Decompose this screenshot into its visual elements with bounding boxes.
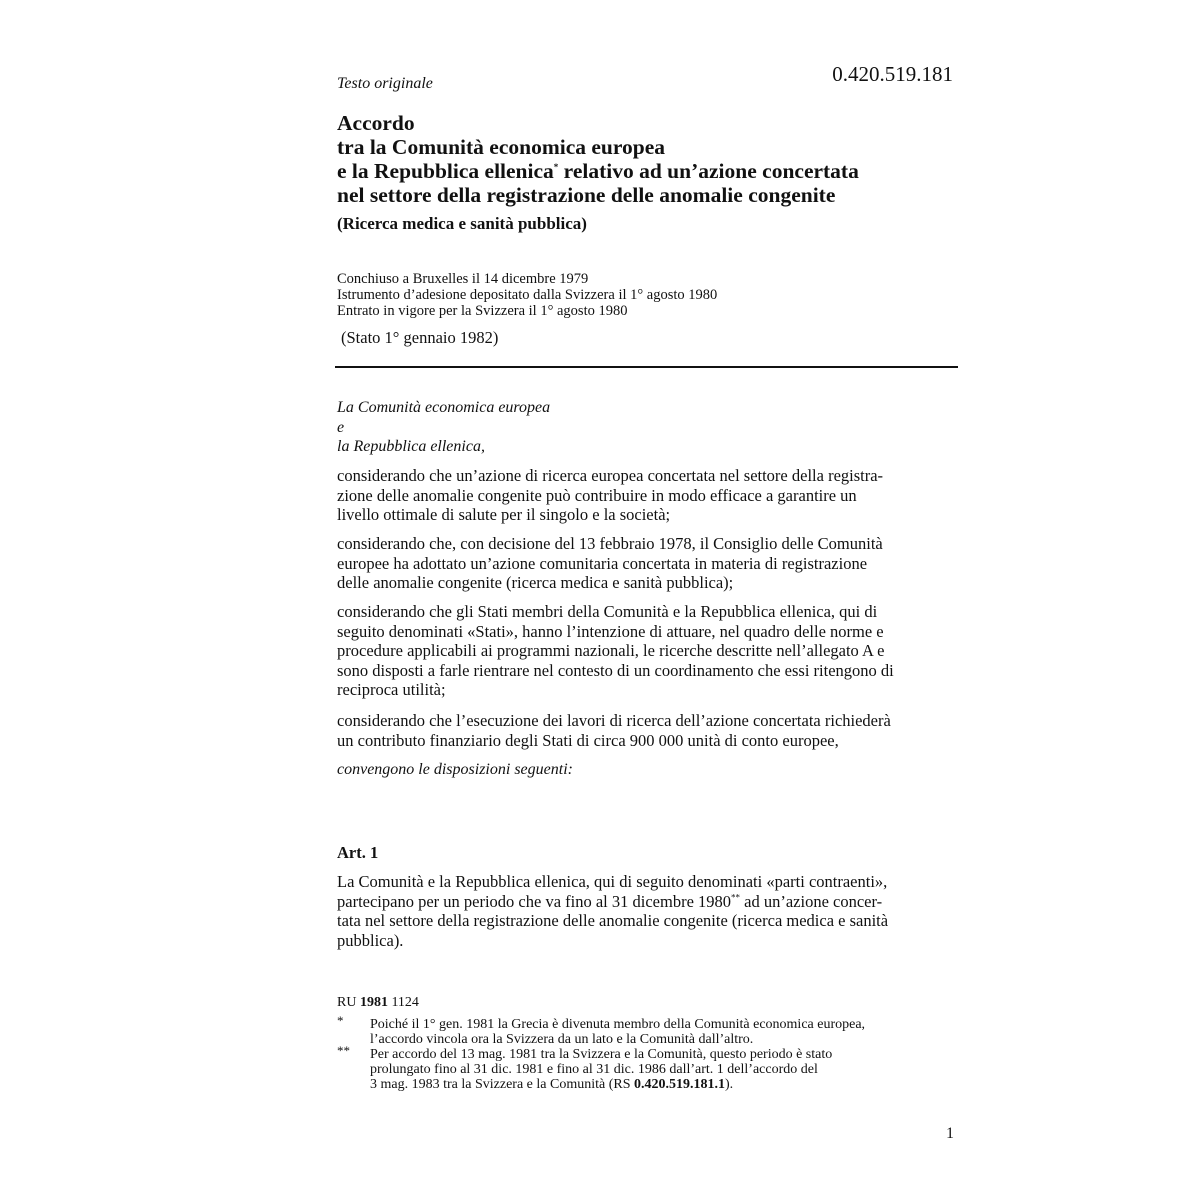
document-subtitle: (Ricerca medica e sanità pubblica) (337, 214, 587, 233)
article-1-line-2-start: partecipano per un periodo che va fino al 31 dicembre 1980 (337, 891, 732, 911)
treaty-meta (337, 271, 717, 319)
considerando-4 (337, 711, 956, 750)
title-line-3-end: relativo ad un’azione concertata (558, 159, 859, 183)
title-line-3 (337, 159, 977, 183)
document-title (337, 111, 977, 207)
concluded-line: Conchiuso a Bruxelles il 14 dicembre 1979 (337, 271, 589, 287)
considerando-2 (337, 534, 956, 593)
preamble-closing: convengono le disposizioni seguenti: (337, 761, 573, 778)
footnote-2 (370, 1047, 832, 1092)
considerando-2-line: europee ha adottato un’azione comunitaria concertata in materia di registrazione (337, 553, 868, 573)
sr-number: 0.420.519.181 (832, 62, 953, 86)
parties (337, 398, 550, 457)
title-line-2: tra la Comunità economica europea (337, 135, 666, 159)
party-2: la Repubblica ellenica, (337, 438, 485, 455)
ru-prefix: RU (337, 995, 360, 1010)
title-line-1: Accordo (337, 111, 415, 135)
horizontal-rule (335, 366, 958, 368)
footnote-2-line: Per accordo del 13 mag. 1981 tra la Svizzera e la Comunità, questo periodo è stato (370, 1047, 833, 1062)
footnote-2-last-end: ). (725, 1077, 734, 1092)
considerando-3-line: procedure applicabili ai programmi nazionali, le ricerche descritte nell’allegato A e (337, 641, 885, 660)
article-1-line (337, 892, 956, 912)
page-number: 1 (946, 1125, 954, 1142)
party-conjunction: e (337, 418, 345, 436)
footnote-2-line (370, 1077, 832, 1092)
considerando-1-line: considerando che un’azione di ricerca europea concertata nel settore della registra- (337, 466, 884, 485)
status-line: (Stato 1° gennaio 1982) (341, 328, 499, 347)
considerando-4-line: considerando che l’esecuzione dei lavori di ricerca dell’azione concertata richiederà (337, 711, 891, 730)
considerando-3-line: seguito denominati «Stati», hanno l’intenzione di attuare, nel quadro delle norme e (337, 621, 884, 641)
article-1-line: pubblica). (337, 930, 404, 950)
considerando-3-line: reciproca utilità; (337, 680, 446, 699)
footnote-ref-1[interactable]: * (553, 161, 559, 172)
considerando-1-line: livello ottimale di salute per il singolo e la società; (337, 505, 671, 524)
considerando-3-line: sono disposti a farle rientrare nel contesto di un coordinamento che essi ritengono di (337, 660, 894, 680)
ru-page: 1124 (387, 995, 419, 1010)
title-line-4: nel settore della registrazione delle anomalie congenite (337, 183, 836, 207)
in-force-line: Entrato in vigore per la Svizzera il 1° agosto 1980 (337, 303, 628, 319)
footnote-1-mark: * (337, 1013, 344, 1028)
considerando-3 (337, 602, 956, 700)
footnote-1-line: l’accordo vincola ora la Svizzera da un lato e la Comunità dall’altro. (370, 1032, 754, 1047)
instrument-line: Istrumento d’adesione depositato dalla Svizzera il 1° agosto 1980 (337, 287, 718, 303)
title-line-3-start: e la Repubblica ellenica (337, 159, 554, 183)
original-text-label: Testo originale (337, 75, 433, 92)
considerando-2-line: delle anomalie congenite (ricerca medica e sanità pubblica); (337, 573, 734, 592)
rs-reference[interactable]: 0.420.519.181.1 (634, 1077, 725, 1092)
party-1: La Comunità economica europea (337, 399, 551, 416)
article-1-line: tata nel settore della registrazione delle anomalie congenite (ricerca medica e sanità (337, 911, 889, 930)
considerando-2-line: considerando che, con decisione del 13 febbraio 1978, il Consiglio delle Comunità (337, 534, 883, 553)
considerando-1-line: zione delle anomalie congenite può contribuire in modo efficace a garantire un (337, 485, 857, 505)
article-1-heading: Art. 1 (337, 843, 379, 862)
footnote-2-line: prolungato fino al 31 dic. 1981 e fino al 31 dic. 1986 dall’art. 1 dell’accordo del (370, 1062, 818, 1077)
considerando-1 (337, 466, 956, 525)
footnote-2-last-start: 3 mag. 1983 tra la Svizzera e la Comunità (RS (370, 1077, 634, 1092)
article-1-body (337, 872, 956, 950)
article-1-line: La Comunità e la Repubblica ellenica, qui di seguito denominati «parti contraenti», (337, 872, 888, 891)
footnote-1-line: Poiché il 1° gen. 1981 la Grecia è divenuta membro della Comunità economica europea, (370, 1017, 866, 1032)
considerando-4-line: un contributo finanziario degli Stati di circa 900 000 unità di conto europee, (337, 730, 839, 750)
considerando-3-line: considerando che gli Stati membri della Comunità e la Repubblica ellenica, qui di (337, 602, 878, 621)
ru-reference (337, 995, 419, 1010)
footnote-2-mark: ** (337, 1043, 350, 1058)
article-1-line-2-end: ad un’azione concer- (740, 891, 883, 911)
footnote-ref-2[interactable]: ** (731, 892, 741, 902)
ru-year: 1981 (359, 995, 388, 1010)
footnote-1 (370, 1017, 865, 1047)
